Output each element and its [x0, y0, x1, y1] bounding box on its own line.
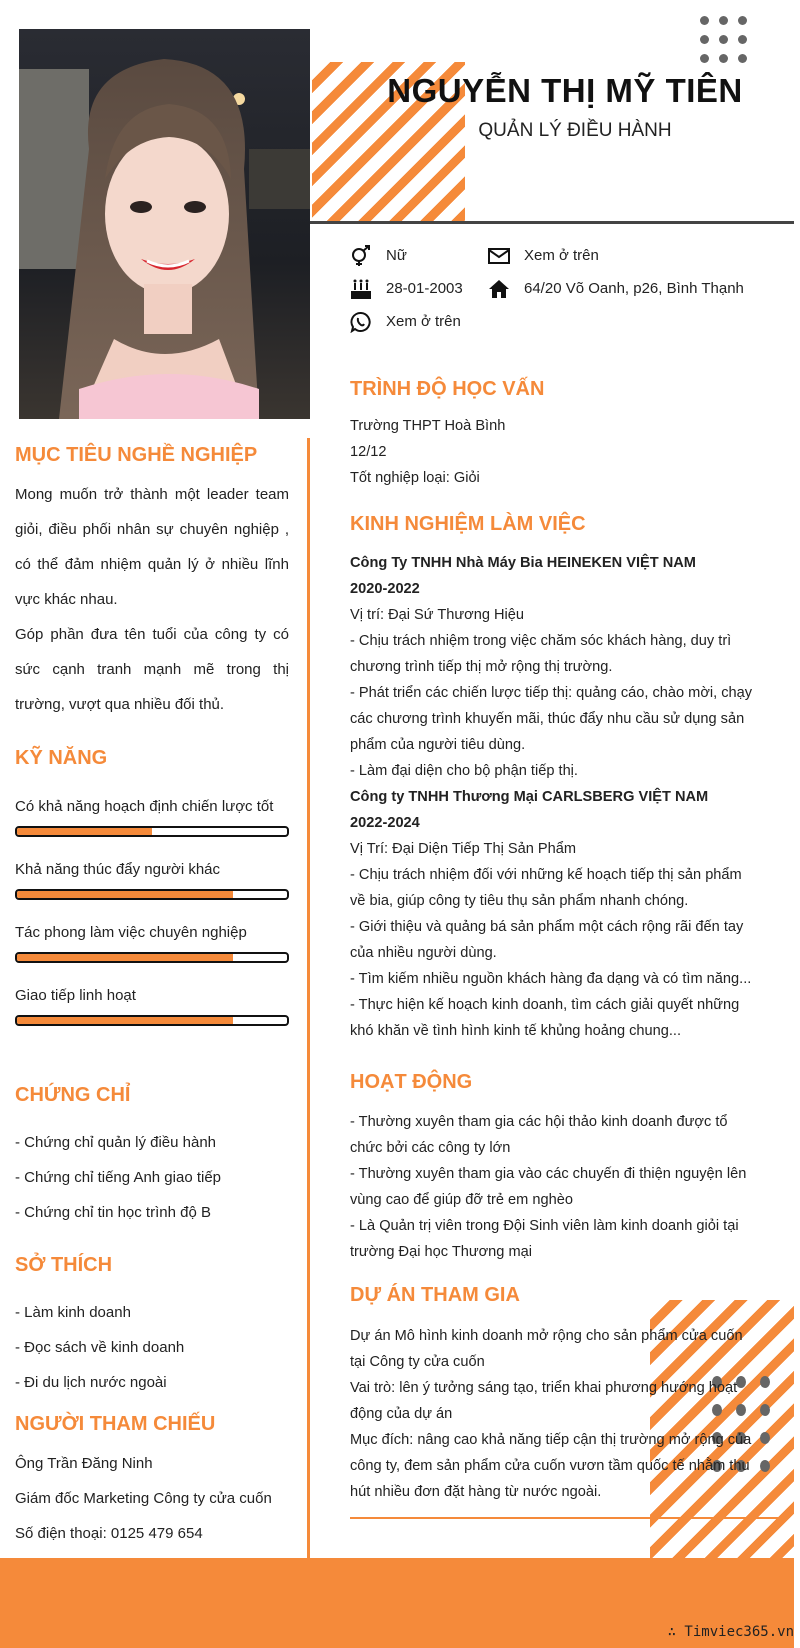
education-line: Tốt nghiệp loại: Giỏi — [350, 470, 480, 486]
email-value: Xem ở trên — [524, 247, 599, 264]
career-goal-title: MỤC TIÊU NGHỀ NGHIỆP — [15, 444, 258, 466]
job-line: Vị trí: Đại Sứ Thương Hiệu — [350, 607, 525, 623]
project-line: động của dự án — [350, 1406, 453, 1422]
education-title: TRÌNH ĐỘ HỌC VẤN — [350, 378, 545, 400]
birthdate-value: 28-01-2003 — [386, 280, 463, 297]
activities-block — [350, 1109, 746, 1265]
brand-watermark: ∴ Timviec365.vn — [667, 1624, 794, 1640]
skill-bar — [15, 1015, 289, 1026]
skill-label: Khả năng thúc đẩy người khác — [15, 861, 221, 878]
job-line: - Tìm kiếm nhiều nguồn khách hàng đa dạng và có tìm năng... — [350, 971, 752, 987]
hobby-item: - Đi du lịch nước ngoài — [15, 1374, 167, 1391]
candidate-name: NGUYỄN THỊ MỸ TIÊN — [387, 72, 743, 109]
project-line: công ty, đem sản phẩm cửa cuốn vươn tầm quốc tế nhằm thu — [350, 1458, 750, 1474]
hobbies-title: SỞ THÍCH — [15, 1254, 113, 1276]
job-line: về bia, giúp công ty tiêu thụ sản phẩm nhanh chóng. — [350, 893, 689, 909]
activity-line: trường Đại học Thương mại — [350, 1244, 532, 1260]
activity-line: - Là Quản trị viên trong Đội Sinh viên làm kinh doanh giỏi tại — [350, 1218, 739, 1234]
birthday-cake-icon — [350, 278, 372, 300]
reference-line: Ông Trần Đăng Ninh — [15, 1455, 153, 1472]
activity-line: chức bởi các công ty lớn — [350, 1140, 511, 1156]
activities-title: HOẠT ĐỘNG — [350, 1071, 473, 1093]
phone-value: Xem ở trên — [386, 313, 461, 330]
skill-bar-fill — [17, 954, 233, 961]
projects-block — [350, 1323, 751, 1505]
hobby-item: - Đọc sách về kinh doanh — [15, 1339, 185, 1356]
projects-divider — [350, 1517, 786, 1519]
gender-icon — [350, 245, 372, 267]
hobby-item: - Làm kinh doanh — [15, 1304, 131, 1321]
project-line: Dự án Mô hình kinh doanh mở rộng cho sản phẩm cửa cuốn — [350, 1328, 743, 1344]
job-line: - Chịu trách nhiệm đối với những kế hoạch tiếp thị sản phẩm — [350, 867, 742, 883]
home-icon — [488, 278, 510, 300]
education-line: Trường THPT Hoà Bình — [350, 418, 506, 434]
experience-block — [350, 550, 752, 1044]
job-line: khó khăn về tình hình kinh tế khủng hoảng chung... — [350, 1023, 682, 1039]
activity-line: - Thường xuyên tham gia vào các chuyến đi thiện nguyện lên — [350, 1166, 747, 1182]
job-period: 2022-2024 — [350, 815, 420, 831]
job-line: - Giới thiệu và quảng bá sản phẩm một cách rộng rãi đến tay — [350, 919, 744, 935]
activity-line: vùng cao để giúp đỡ trẻ em nghèo — [350, 1192, 573, 1208]
reference-line: Số điện thoại: 0125 479 654 — [15, 1525, 203, 1542]
job-line: - Chịu trách nhiệm trong việc chăm sóc khách hàng, duy trì — [350, 633, 732, 649]
job-line: - Thực hiện kế hoạch kinh doanh, tìm cách giải quyết những — [350, 997, 740, 1013]
skill-bar — [15, 952, 289, 963]
project-line: hút nhiều đơn đặt hàng từ nước ngoài. — [350, 1484, 602, 1500]
job-line: - Làm đại diện cho bộ phận tiếp thị. — [350, 763, 578, 779]
career-goal-paragraph-1: Mong muốn trở thành một leader team giỏi, điều phối nhân sự chuyên nghiệp , có thể đảm nhiệm quản lý ở nhiều lĩnh vực khác nhau. — [15, 486, 289, 608]
skill-label: Có khả năng hoạch định chiến lược tốt — [15, 798, 274, 815]
project-line: tại Công ty cửa cuốn — [350, 1354, 485, 1370]
references-title: NGƯỜI THAM CHIẾU — [15, 1413, 216, 1435]
whatsapp-icon — [350, 311, 372, 333]
certificate-item: - Chứng chỉ quản lý điều hành — [15, 1134, 217, 1151]
skill-label: Tác phong làm việc chuyên nghiệp — [15, 924, 247, 941]
project-line: Mục đích: nâng cao khả năng tiếp cận thị trường mở rộng của — [350, 1432, 752, 1448]
job-line: của nhiều người dùng. — [350, 945, 497, 961]
skill-label: Giao tiếp linh hoạt — [15, 987, 136, 1004]
certificate-item: - Chứng chỉ tiếng Anh giao tiếp — [15, 1169, 222, 1186]
projects-title: DỰ ÁN THAM GIA — [350, 1284, 520, 1306]
job-company: Công Ty TNHH Nhà Máy Bia HEINEKEN VIỆT NAM — [350, 555, 696, 571]
job-line: - Phát triển các chiến lược tiếp thị: quảng cáo, chào mời, chạy — [350, 685, 753, 701]
project-line: Vai trò: lên ý tưởng sáng tạo, triển khai phương hướng hoạt — [350, 1380, 738, 1396]
contact-email — [488, 245, 688, 267]
skills-title: KỸ NĂNG — [15, 747, 108, 769]
address-value: 64/20 Võ Oanh, p26, Bình Thạnh — [524, 280, 744, 297]
contact-address — [488, 278, 768, 300]
education-line: 12/12 — [350, 444, 387, 460]
skill-bar-fill — [17, 828, 152, 835]
skill-bar — [15, 826, 289, 837]
decorative-dots-top — [700, 16, 764, 66]
skill-bar — [15, 889, 289, 900]
job-line: Vị Trí: Đại Diện Tiếp Thị Sản Phẩm — [350, 841, 577, 857]
job-line: phẩm của người tiêu dùng. — [350, 737, 526, 753]
job-line: các chương trình khuyến mãi, thúc đẩy nhu cầu sử dụng sản — [350, 711, 745, 727]
career-goal-paragraph-2: Góp phần đưa tên tuổi của công ty có sức cạnh tranh mạnh mẽ trong thị trường, vượt qua nhiều đối thủ. — [15, 626, 289, 713]
portrait-image — [19, 29, 310, 419]
envelope-icon — [488, 245, 510, 267]
skill-bar-fill — [17, 891, 233, 898]
header-divider — [310, 221, 794, 224]
activity-line: - Thường xuyên tham gia các hội thảo kinh doanh được tổ — [350, 1114, 728, 1130]
job-period: 2020-2022 — [350, 581, 420, 597]
column-divider — [307, 438, 310, 1558]
contact-gender — [350, 245, 470, 267]
job-title: QUẢN LÝ ĐIỀU HÀNH — [478, 120, 672, 141]
gender-value: Nữ — [386, 247, 407, 264]
certificate-item: - Chứng chỉ tin học trình độ B — [15, 1204, 211, 1221]
reference-line: Giám đốc Marketing Công ty cửa cuốn — [15, 1490, 272, 1507]
contact-phone — [350, 311, 470, 333]
job-line: chương trình tiếp thị mở rộng thị trường. — [350, 659, 613, 675]
contact-birthdate — [350, 278, 470, 300]
certificates-title: CHỨNG CHỈ — [15, 1084, 131, 1106]
job-company: Công ty TNHH Thương Mại CARLSBERG VIỆT NAM — [350, 789, 709, 805]
profile-photo — [19, 29, 310, 419]
education-block — [350, 413, 505, 491]
skill-bar-fill — [17, 1017, 233, 1024]
experience-title: KINH NGHIỆM LÀM VIỆC — [350, 513, 586, 535]
